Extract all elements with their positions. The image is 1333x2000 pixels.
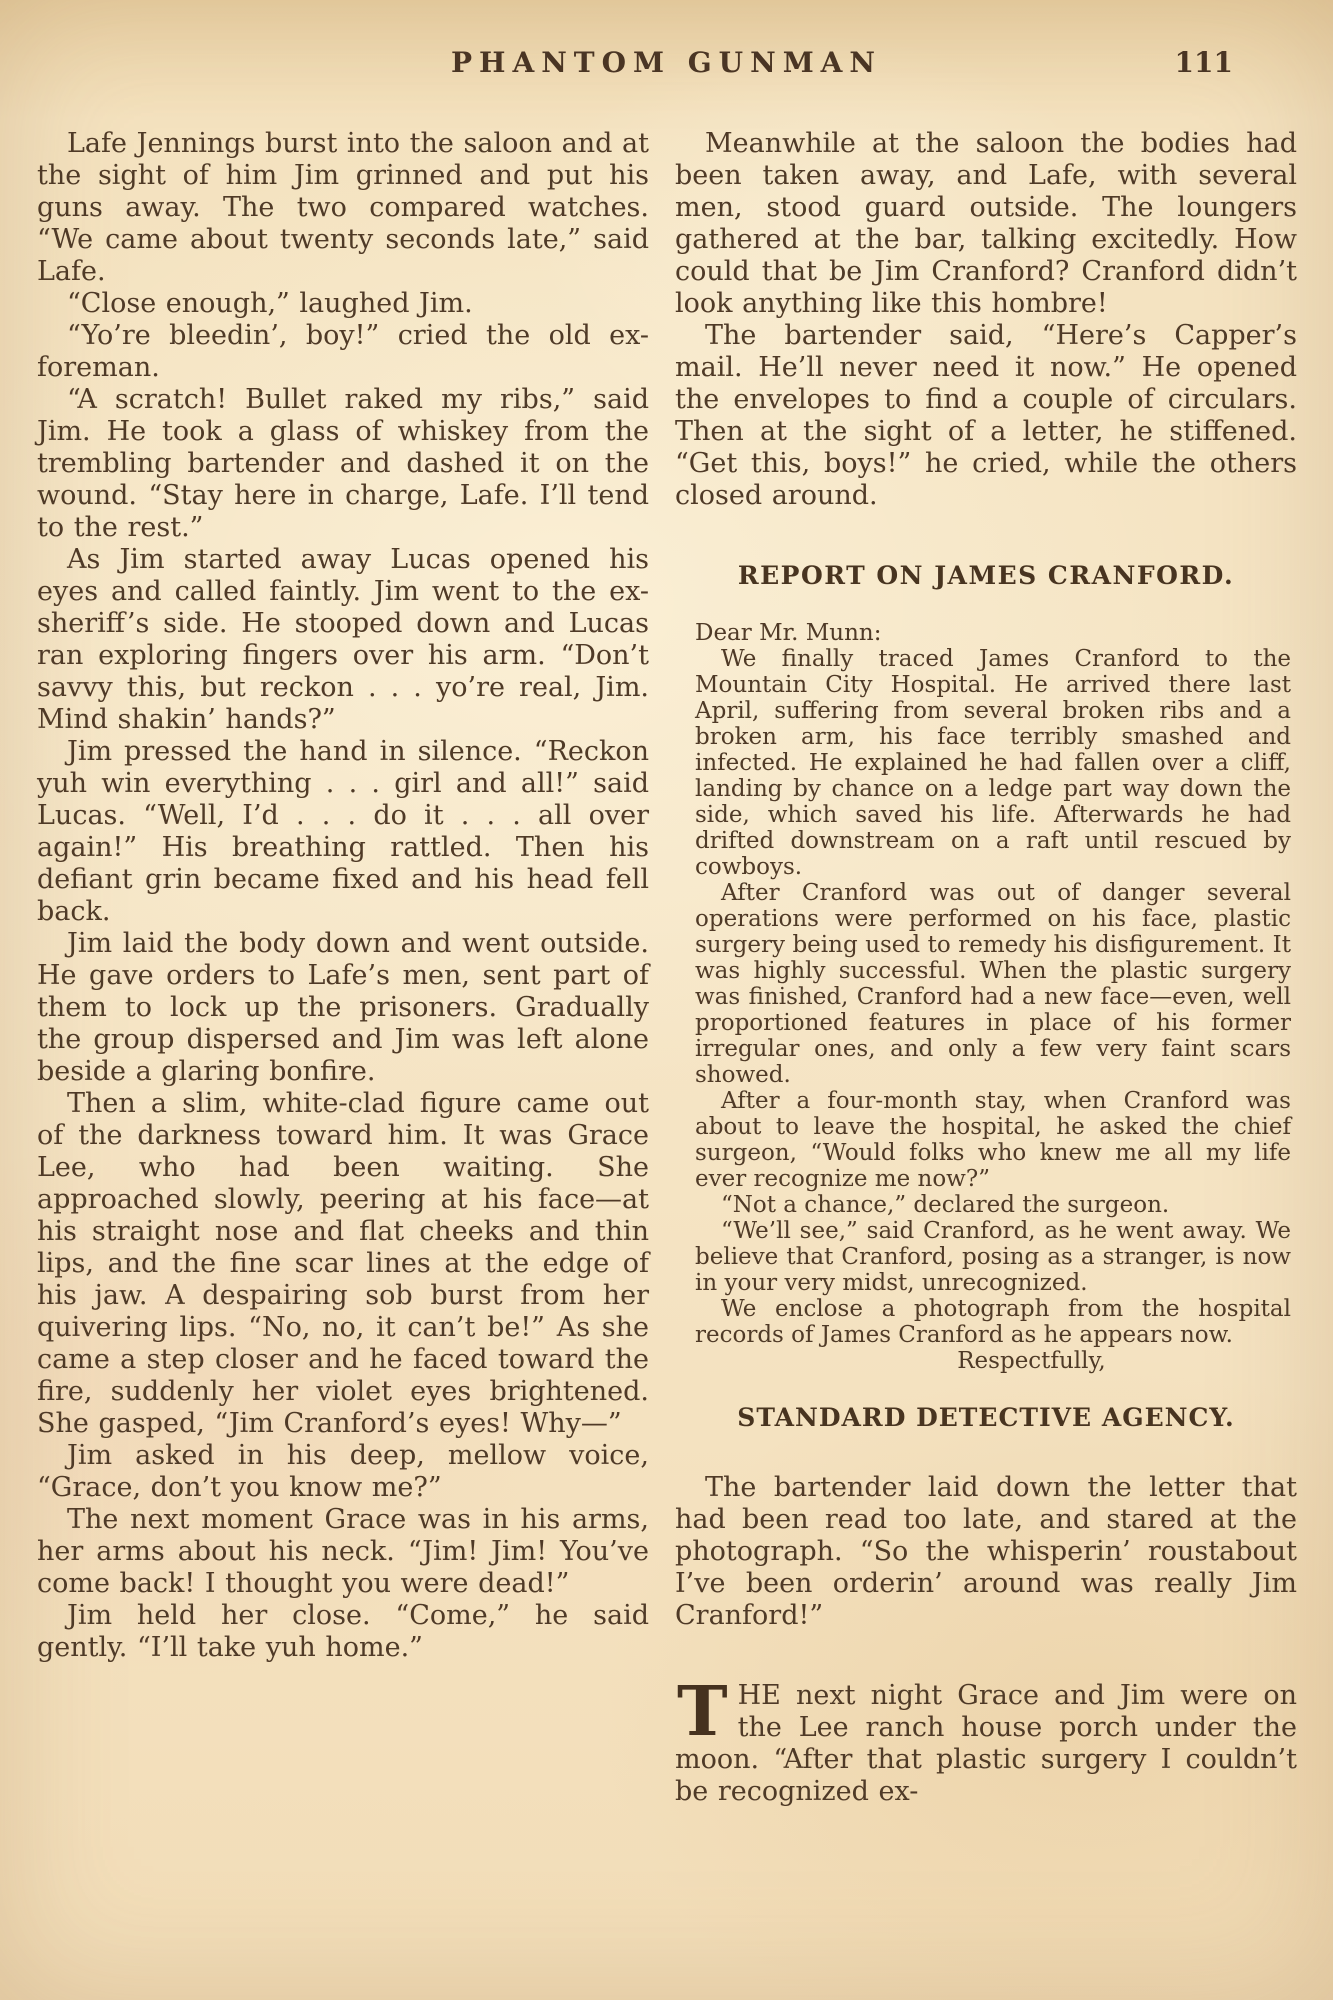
- story-paragraph: “Yo’re bleedin’, boy!” cried the old ex-foreman.: [37, 320, 649, 383]
- letter-paragraph: After Cranford was out of danger several operations were performed on his face, plastic surgery being used to remedy his disfigurement. It was highly successful. When the plastic surgery was finished, Cranford had a new face—even, well proportioned features in place of his former irregular ones, and only a few very faint scars showed.: [695, 880, 1291, 1088]
- right-column: [675, 128, 1297, 1808]
- story-paragraph: Jim held her close. “Come,” he said gently. “I’ll take yuh home.”: [37, 1600, 649, 1663]
- letter-paragraph: After a four-month stay, when Cranford was about to leave the hospital, he asked the chief surgeon, “Would folks who knew me all my life ever recognize me now?”: [695, 1088, 1291, 1192]
- report-letter: [695, 620, 1291, 1374]
- story-paragraph: Jim asked in his deep, mellow voice, “Grace, don’t you know me?”: [37, 1440, 649, 1503]
- letter-paragraph: We finally traced James Cranford to the Mountain City Hospital. He arrived there last April, suffering from several broken ribs and a broken arm, his face terribly smashed and infected. He explained he had fallen over a cliff, landing by chance on a ledge part way down the side, which saved his life. Afterwards he had drifted downstream on a raft until rescued by cowboys.: [695, 646, 1291, 880]
- text-columns: [37, 128, 1297, 1808]
- letter-paragraph: “Not a chance,” declared the surgeon.: [721, 1192, 1170, 1218]
- story-paragraph: Lafe Jennings burst into the saloon and at the sight of him Jim grinned and put his guns away. The two compared watches. “We came about twenty seconds late,” said Lafe.: [37, 128, 649, 287]
- running-title: PHANTOM GUNMAN: [450, 46, 883, 79]
- drop-cap: T: [677, 1672, 728, 1752]
- letter-paragraph: We enclose a photograph from the hospital records of James Cranford as he appears now.: [695, 1296, 1291, 1348]
- letter-salutation: Dear Mr. Munn:: [695, 620, 882, 646]
- story-paragraph: Jim pressed the hand in silence. “Reckon yuh win everything . . . girl and all!” said Lucas. “Well, I’d . . . do it . . . all over again!” His breathing rattled. Then his defiant grin became fixed and his head fell back.: [37, 736, 649, 927]
- letter-paragraph: “We’ll see,” said Cranford, as he went away. We believe that Cranford, posing as a stranger, is now in your very midst, unrecognized.: [695, 1218, 1291, 1296]
- page-header: [0, 46, 1333, 88]
- story-paragraph: Then a slim, white-clad figure came out of the darkness toward him. It was Grace Lee, who had been waiting. She approached slowly, peering at his face—at his straight nose and flat cheeks and thin lips, and the fine scar lines at the edge of his jaw. A despairing sob burst from her quivering lips. “No, no, it can’t be!” As she came a step closer and he faced toward the fire, suddenly her violet eyes brightened. She gasped, “Jim Cranford’s eyes! Why—”: [37, 1088, 649, 1439]
- left-column: [37, 128, 649, 1664]
- report-heading: REPORT ON JAMES CRANFORD.: [737, 561, 1235, 590]
- story-paragraph: The bartender said, “Here’s Capper’s mail. He’ll never need it now.” He opened the envelopes to find a couple of circulars. Then at the sight of a letter, he stiffened. “Get this, boys!” he cried, while the others closed around.: [675, 320, 1297, 511]
- story-paragraph: The bartender laid down the letter that had been read too late, and stared at the photograph. “So the whisperin’ roustabout I’ve been orderin’ around was really Jim Cranford!”: [675, 1472, 1297, 1631]
- final-paragraph-opening: HE: [737, 1680, 781, 1711]
- letter-closing: Respectfully,: [957, 1348, 1106, 1374]
- page-number: 111: [1174, 46, 1233, 79]
- final-paragraph: [675, 1672, 1297, 1808]
- final-paragraph-text: next night Grace and Jim were on the Lee ranch house porch under the moon. “After that plastic surgery I couldn’t be recognized ex-: [675, 1680, 1297, 1807]
- story-paragraph: The next moment Grace was in his arms, her arms about his neck. “Jim! Jim! You’ve come back! I thought you were dead!”: [37, 1504, 649, 1599]
- report-signature: STANDARD DETECTIVE AGENCY.: [737, 1403, 1235, 1432]
- story-paragraph: “A scratch! Bullet raked my ribs,” said Jim. He took a glass of whiskey from the trembling bartender and dashed it on the wound. “Stay here in charge, Lafe. I’ll tend to the rest.”: [37, 384, 649, 543]
- story-paragraph: Jim laid the body down and went outside. He gave orders to Lafe’s men, sent part of them to lock up the prisoners. Gradually the group dispersed and Jim was left alone beside a glaring bonfire.: [37, 928, 649, 1087]
- story-paragraph: As Jim started away Lucas opened his eyes and called faintly. Jim went to the ex-sheriff’s side. He stooped down and Lucas ran exploring fingers over his arm. “Don’t savvy this, but reckon . . . yo’re real, Jim. Mind shakin’ hands?”: [37, 544, 649, 735]
- story-paragraph: Meanwhile at the saloon the bodies had been taken away, and Lafe, with several men, stood guard outside. The loungers gathered at the bar, talking excitedly. How could that be Jim Cranford? Cranford didn’t look anything like this hombre!: [675, 128, 1297, 319]
- story-paragraph: “Close enough,” laughed Jim.: [67, 288, 473, 319]
